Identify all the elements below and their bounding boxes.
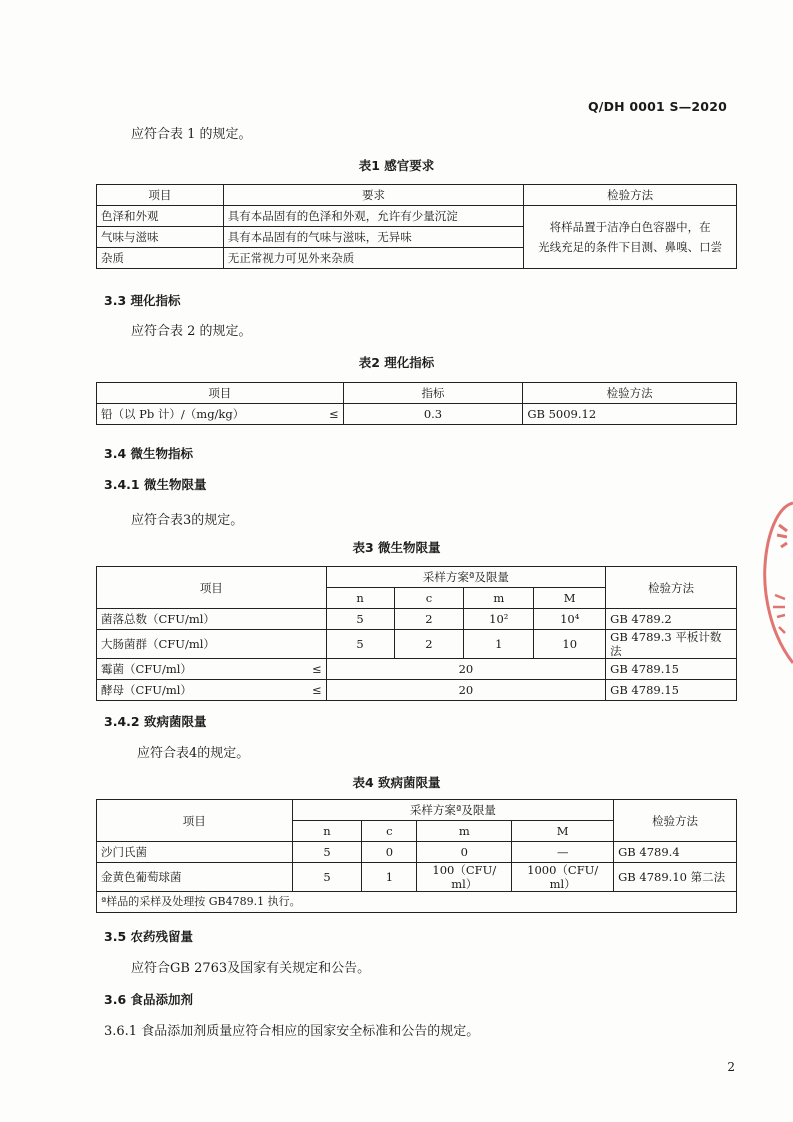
subheader-cell: M	[512, 821, 614, 842]
method-cell: GB 4789.15	[606, 680, 737, 701]
table-header-row	[97, 383, 737, 404]
item-label: 霉菌（CFU/ml）	[101, 662, 192, 676]
table1-caption: 表1 感官要求	[358, 158, 435, 173]
item-label: 铅（以 Pb 计）/（mg/kg）	[101, 407, 245, 421]
section-heading-3-4: 3.4 微生物指标	[104, 446, 193, 461]
requirement-cell: 具有本品固有的色泽和外观，允许有少量沉淀	[223, 206, 524, 227]
c-cell: 0	[362, 842, 417, 863]
header-cell: 检验方法	[524, 185, 737, 206]
header-cell: 项目	[97, 383, 344, 404]
table-row	[97, 842, 737, 863]
M-cell: —	[512, 842, 614, 863]
table-row	[97, 404, 737, 425]
operator: ≤	[329, 407, 339, 421]
paragraph-3-6-1: 3.6.1 食品添加剂质量应符合相应的国家安全标准和公告的规定。	[104, 1024, 480, 1039]
table-row	[97, 659, 737, 680]
header-cell: 项目	[97, 800, 293, 842]
item-cell	[97, 680, 327, 701]
section-heading-3-4-1: 3.4.1 微生物限量	[104, 477, 207, 492]
method-cell: GB 4789.2	[606, 609, 737, 630]
table-row	[97, 680, 737, 701]
header-cell: 检验方法	[614, 800, 737, 842]
item-cell: 沙门氏菌	[97, 842, 293, 863]
table-footnote-row	[97, 892, 737, 913]
header-cell: 要求	[223, 185, 524, 206]
footnote-cell: ª样品的采样及处理按 GB4789.1 执行。	[97, 892, 737, 913]
page-number: 2	[727, 1060, 735, 1074]
subheader-cell: n	[326, 588, 394, 609]
header-cell: 检验方法	[606, 567, 737, 609]
value-cell: 20	[326, 659, 606, 680]
table-row	[97, 206, 737, 227]
red-seal-stamp-icon	[757, 495, 793, 670]
section-heading-3-3: 3.3 理化指标	[104, 293, 181, 308]
subheader-cell: m	[417, 821, 512, 842]
subheader-cell: m	[464, 588, 534, 609]
item-cell: 色泽和外观	[97, 206, 224, 227]
c-cell: 2	[394, 630, 464, 659]
requirement-cell: 无正常视力可见外来杂质	[223, 248, 524, 269]
requirement-cell: 具有本品固有的气味与滋味，无异味	[223, 227, 524, 248]
header-cell: 项目	[97, 567, 327, 609]
method-cell: GB 4789.10 第二法	[614, 863, 737, 892]
M-cell: 10	[534, 630, 606, 659]
table-header-row	[97, 185, 737, 206]
method-cell: GB 4789.4	[614, 842, 737, 863]
paragraph-table2-ref: 应符合表 2 的规定。	[131, 324, 252, 339]
header-cell: 项目	[97, 185, 224, 206]
header-cell: 指标	[343, 383, 523, 404]
item-cell: 大肠菌群（CFU/ml）	[97, 630, 327, 659]
M-cell: 10⁴	[534, 609, 606, 630]
operator: ≤	[312, 683, 322, 697]
value-cell: 0.3	[343, 404, 523, 425]
subheader-cell: c	[362, 821, 417, 842]
m-cell: 10²	[464, 609, 534, 630]
document-number: Q/DH 0001 S—2020	[587, 99, 727, 114]
m-cell: 0	[417, 842, 512, 863]
table-header-row	[97, 800, 737, 821]
table3-microbial	[96, 566, 737, 701]
item-cell: 杂质	[97, 248, 224, 269]
header-cell: 检验方法	[523, 383, 737, 404]
n-cell: 5	[326, 630, 394, 659]
table-row	[97, 630, 737, 659]
item-label: 酵母（CFU/ml）	[101, 683, 192, 697]
item-cell	[97, 404, 344, 425]
method-cell: GB 4789.15	[606, 659, 737, 680]
c-cell: 1	[362, 863, 417, 892]
subheader-cell: c	[394, 588, 464, 609]
header-cell: 采样方案ª及限量	[326, 567, 606, 588]
subheader-cell: n	[292, 821, 362, 842]
section-heading-3-6: 3.6 食品添加剂	[104, 992, 193, 1007]
header-cell: 采样方案ª及限量	[292, 800, 614, 821]
paragraph-table3-ref: 应符合表3的规定。	[131, 513, 244, 528]
table1-sensory	[96, 184, 737, 269]
section-heading-3-5: 3.5 农药残留量	[104, 929, 193, 944]
paragraph-table4-ref: 应符合表4的规定。	[137, 746, 250, 761]
table4-pathogen	[96, 799, 737, 913]
subheader-cell: M	[534, 588, 606, 609]
n-cell: 5	[292, 863, 362, 892]
n-cell: 5	[326, 609, 394, 630]
M-cell: 1000（CFU/ ml）	[512, 863, 614, 892]
table2-physicochemical	[96, 382, 737, 425]
n-cell: 5	[292, 842, 362, 863]
table3-caption: 表3 微生物限量	[352, 540, 441, 555]
c-cell: 2	[394, 609, 464, 630]
table4-caption: 表4 致病菌限量	[352, 775, 441, 790]
method-cell: GB 5009.12	[523, 404, 737, 425]
method-cell: GB 4789.3 平板计数法	[606, 630, 737, 659]
paragraph-3-5: 应符合GB 2763及国家有关规定和公告。	[131, 961, 371, 976]
item-cell: 气味与滋味	[97, 227, 224, 248]
value-cell: 20	[326, 680, 606, 701]
m-cell: 100（CFU/ ml）	[417, 863, 512, 892]
method-cell	[524, 206, 737, 269]
table-row	[97, 609, 737, 630]
item-cell: 菌落总数（CFU/ml）	[97, 609, 327, 630]
paragraph-table1-ref: 应符合表 1 的规定。	[131, 127, 252, 142]
item-cell: 金黄色葡萄球菌	[97, 863, 293, 892]
table-header-row	[97, 567, 737, 588]
operator: ≤	[312, 662, 322, 676]
section-heading-3-4-2: 3.4.2 致病菌限量	[104, 714, 207, 729]
method-line: 将样品置于洁净白色容器中，在	[549, 220, 711, 234]
table2-caption: 表2 理化指标	[358, 355, 435, 370]
table-row	[97, 863, 737, 892]
m-cell: 1	[464, 630, 534, 659]
method-line: 光线充足的条件下目测、鼻嗅、口尝	[538, 240, 723, 254]
item-cell	[97, 659, 327, 680]
